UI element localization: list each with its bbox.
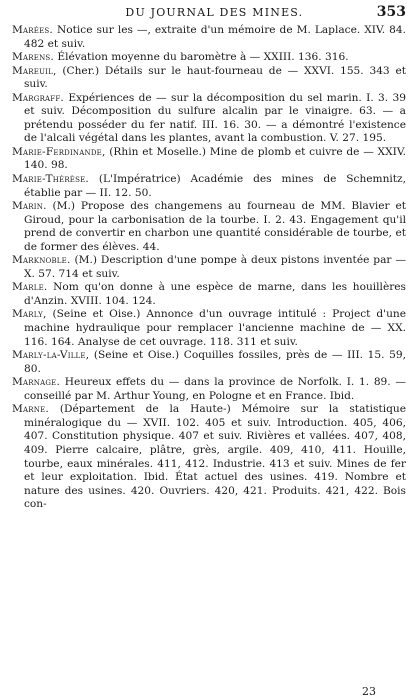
entry-text: (Département de la Haute-) Mémoire sur la statistique minéralogique du — XVII. 102. 405 et suiv. Introduction. 405, 406, 407. Constitution physique. 407 et suiv. Rivières et vallées. 407, 408, 409. Pierre calcaire, plâtre, grès, argile. 409, 410, 411. Houille, tourbe, eaux minérales. 411, 412. Industrie. 413 et suiv. Mines de fer et leur exploitation. Ibid. État actuel des usines. 419. Nombre et nature des usines. 420. Ouvriers. 420, 421. Produits. 421, 422. Bois con- <box>24 403 406 511</box>
page-number: 353 <box>376 4 406 20</box>
index-entries <box>12 24 406 512</box>
index-entry <box>12 281 406 308</box>
entry-text: (Seine et Oise.) Annonce d'un ouvrage intitulé : Project d'une machine hydraulique pour remplacer l'ancienne machine de — XX. 116. 164. Analyse de cet ouvrage. 118. 311 et suiv. <box>24 308 406 348</box>
entry-head: Marne. <box>12 403 49 416</box>
entry-head: Marens. <box>12 51 54 64</box>
entry-text: (M.) Propose des changemens au fourneau de MM. Blavier et Giroud, pour la carbonisation de la tourbe. I. 2. 43. Engagement qu'il prend de convertir en charbon une quantité considérable de tourbe, et de former des élèves. 44. <box>24 200 406 253</box>
entry-text: (L'Impératrice) Académie des mines de Schemnitz, établie par — II. 12. 50. <box>24 173 406 199</box>
index-entry <box>12 146 406 173</box>
entry-head: Marnage. <box>12 376 61 389</box>
index-entry <box>12 403 406 511</box>
entry-head: Margraff. <box>12 91 64 104</box>
entry-text: (Cher.) Détails sur le haut-fourneau de — XXVI. 155. 343 et suiv. <box>24 64 406 91</box>
entry-text: Notice sur les —, extraite d'un mémoire de M. Laplace. XIV. 84. 482 et suiv. <box>24 24 406 50</box>
index-entry <box>12 308 406 349</box>
entry-head: Marie-Ferdinande, <box>12 145 106 158</box>
entry-text: Expériences de — sur la décomposition du sel marin. I. 3. 39 et suiv. Décomposition du sulfure alcalin par le vinaigre. 63. — a prétendu posséder du fer natif. III. 16. 30. — a démontré l'existence de l'alcali végétal dans les plantes, avant la combustion. V. 27. 195. <box>24 91 406 145</box>
page-header <box>12 4 406 24</box>
entry-text: (Seine et Oise.) Coquilles fossiles, près de — III. 15. 59, 80. <box>24 349 406 375</box>
index-entry <box>12 376 406 403</box>
entry-head: Marly, <box>12 308 47 321</box>
entry-head: Marle. <box>12 281 48 294</box>
running-title: DU JOURNAL DES MINES. <box>125 6 304 19</box>
index-entry <box>12 200 406 254</box>
signature-mark: 23 <box>362 685 376 698</box>
index-entry <box>12 24 406 51</box>
entry-head: Marées. <box>12 24 53 36</box>
index-entry <box>12 349 406 376</box>
entry-text: (Rhin et Moselle.) Mine de plomb et cuivre de — XXIV. 140. 98. <box>24 145 406 172</box>
entry-text: Heureux effets du — dans la province de Norfolk. I. 1. 89. — conseillé par M. Arthur Young, en Pologne et en France. Ibid. <box>24 376 406 402</box>
index-entry <box>12 92 406 146</box>
entry-text: Élévation moyenne du baromètre à — XXIII. 136. 316. <box>53 51 349 64</box>
index-entry <box>12 65 406 92</box>
entry-head: Marly-la-Ville, <box>12 349 90 362</box>
index-entry <box>12 51 406 65</box>
index-entry <box>12 173 406 200</box>
entry-head: Marknoble. <box>12 254 71 267</box>
entry-head: Mareuil, <box>12 64 57 77</box>
entry-head: Marin. <box>12 200 47 213</box>
entry-text: Nom qu'on donne à une espèce de marne, dans les houillères d'Anzin. XVIII. 104. 124. <box>24 281 406 307</box>
entry-head: Marie-Thérèse. <box>12 173 89 186</box>
index-entry <box>12 254 406 281</box>
entry-text: (M.) Description d'une pompe à deux pistons inventée par — X. 57. 714 et suiv. <box>24 254 406 280</box>
